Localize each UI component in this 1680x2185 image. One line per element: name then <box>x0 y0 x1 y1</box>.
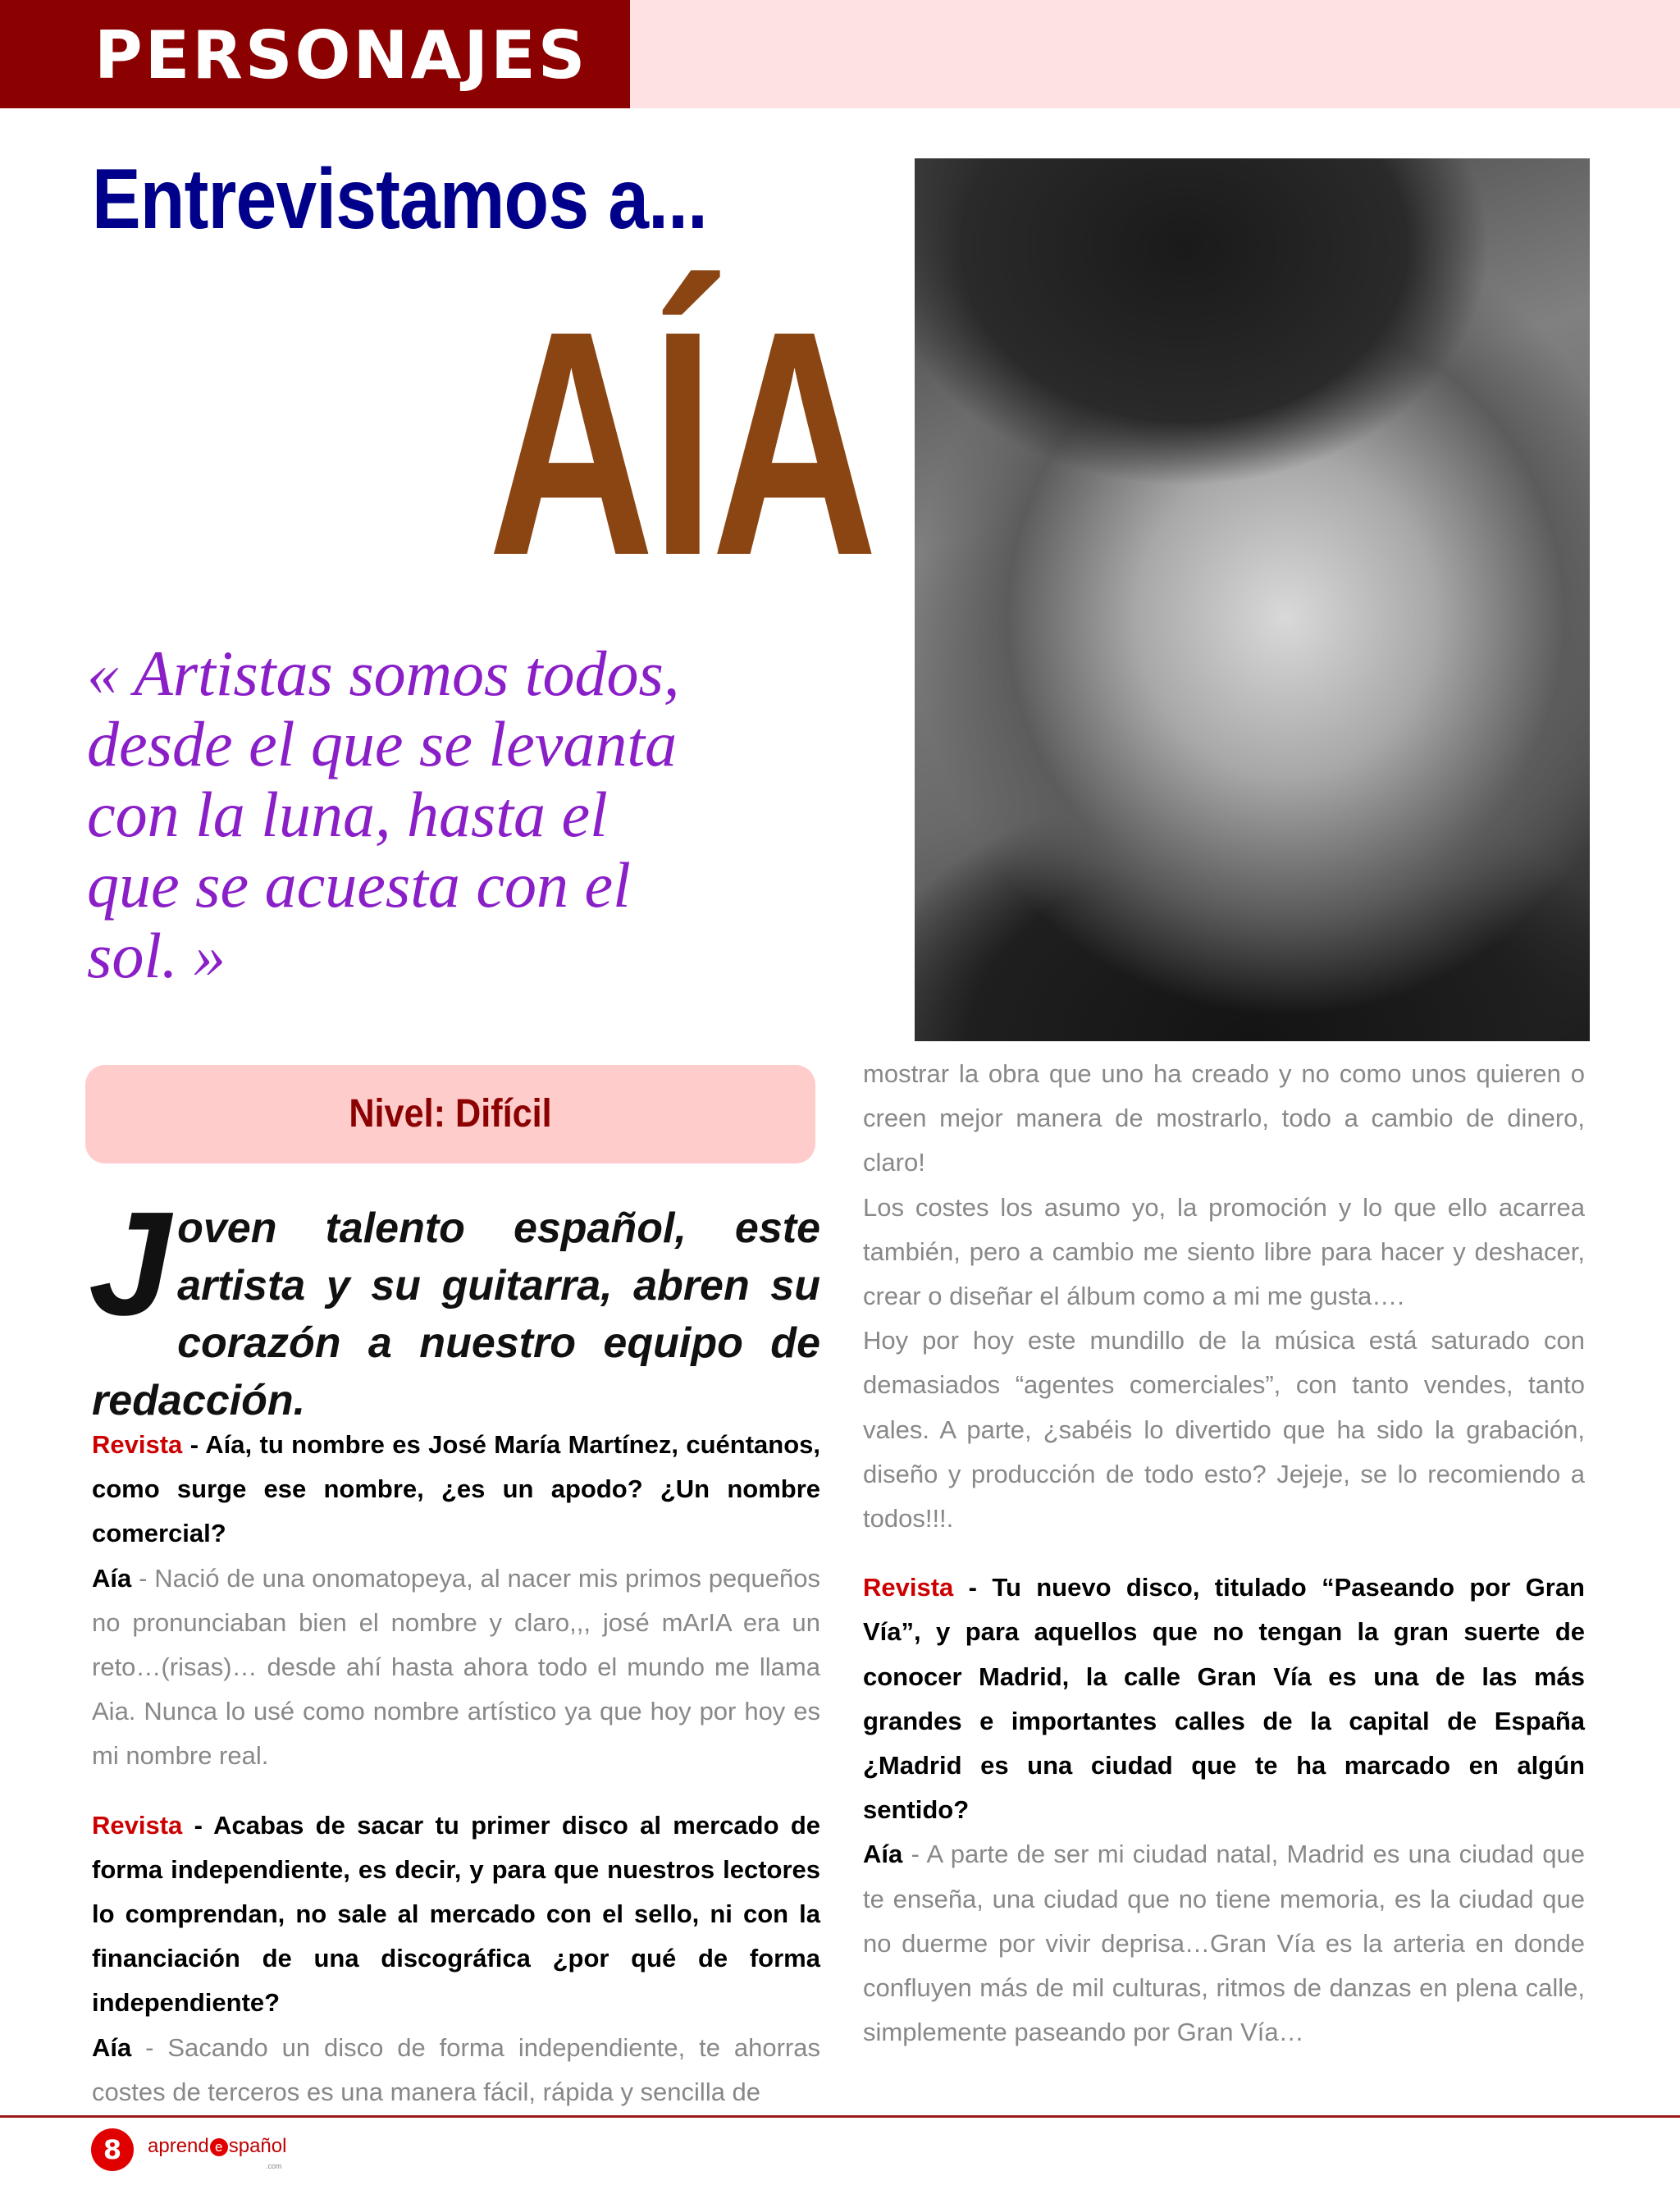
brand-text-end: spañol <box>228 2135 287 2157</box>
question-1 <box>92 1423 820 1556</box>
brand-logo <box>148 2134 287 2170</box>
section-label: PERSONAJES <box>94 17 588 94</box>
answer-text: - Nació de una onomatopeya, al nacer mis primos pequeños no pronunciaban bien el nombre y claro,,, josé mArIA era un reto…(risas)… desde ahí hasta ahora todo el mundo me llama Aia. Nunca lo usé como nombre artístico ya que hoy por hoy es mi nombre real. <box>92 1563 820 1771</box>
brand-suffix: .com <box>266 2162 282 2170</box>
answer-2 <box>92 2026 820 2114</box>
speaker-tag: Aía <box>92 1563 132 1593</box>
page-number: 8 <box>91 2128 134 2171</box>
artist-photo <box>915 158 1590 1041</box>
section-tab <box>0 0 630 108</box>
answer-1 <box>92 1556 820 1779</box>
right-column <box>863 1052 1585 2055</box>
brand-e-icon: e <box>210 2138 228 2156</box>
headline: Entrevistamos a... <box>92 152 708 247</box>
answer-text: - Sacando un disco de forma independiente, te ahorras costes de terceros es una manera fácil, rápida y sencilla de <box>92 2032 820 2106</box>
pull-quote: « Artistas somos todos, desde el que se levanta con la luna, hasta el que se acuesta con el sol. » <box>87 638 680 991</box>
question-3 <box>863 1566 1585 1832</box>
header-band <box>630 0 1680 108</box>
lead-text: oven talento español, este artista y su guitarra, abren su corazón a nuestro equipo de redacción. <box>92 1204 820 1424</box>
level-label: Nivel: Difícil <box>349 1092 552 1136</box>
answer-3 <box>863 1832 1585 2055</box>
artist-name: AÍA <box>488 264 874 622</box>
answer-text: - A parte de ser mi ciudad natal, Madrid es una ciudad que te enseña, una ciudad que no tiene memoria, es la ciudad que no duerme por vivir deprisa…Gran Vía es la arteria en donde confluyen más de mil culturas, ritmos de danzas en plena calle, simplemente paseando por Gran Vía… <box>863 1840 1585 2047</box>
left-column <box>92 1423 820 2114</box>
question-2 <box>92 1803 820 2026</box>
question-text: - Aía, tu nombre es José María Martínez, cuéntanos, como surge ese nombre, ¿es un apodo? ¿Un nombre comercial? <box>92 1430 820 1548</box>
answer-2-continued: mostrar la obra que uno ha creado y no como unos quieren o creen mejor manera de mostrarlo, todo a cambio de dinero, claro! <box>863 1059 1585 1177</box>
lead-paragraph <box>89 1182 820 1429</box>
question-text: - Tu nuevo disco, titulado “Paseando por Gran Vía”, y para aquellos que no tengan la gran suerte de conocer Madrid, la calle Gran Vía es una de las más grandes e importantes calles de la capital de España ¿Madrid es una ciudad que te ha marcado en algún sentido? <box>863 1573 1585 1825</box>
drop-cap: J <box>89 1182 171 1346</box>
revista-tag: Revista <box>863 1573 954 1602</box>
question-text: - Acabas de sacar tu primer disco al mercado de forma independiente, es decir, y para que nuestros lectores lo comprendan, no sale al mercado con el sello, ni con la financiación de una discográfica ¿por qué de forma independiente? <box>92 1810 820 2018</box>
speaker-tag: Aía <box>92 2032 132 2062</box>
brand-text-start: aprend <box>148 2135 209 2157</box>
answer-2-paragraph-2: Los costes los asumo yo, la promoción y lo que ello acarrea también, pero a cambio me siento libre para hacer y deshacer, crear o diseñar el álbum como a mi me gusta…. <box>863 1192 1585 1311</box>
footer-rule <box>0 2115 1680 2118</box>
answer-2-paragraph-3: Hoy por hoy este mundillo de la música está saturado con demasiados “agentes comerciales”, con tanto vendes, tanto vales. A parte, ¿sabéis lo divertido que ha sido la grabación, diseño y producción de todo esto? Jejeje, se lo recomiendo a todos!!!. <box>863 1326 1585 1534</box>
level-box <box>85 1065 815 1163</box>
revista-tag: Revista <box>92 1810 183 1840</box>
revista-tag: Revista <box>92 1430 183 1459</box>
speaker-tag: Aía <box>863 1840 903 1869</box>
